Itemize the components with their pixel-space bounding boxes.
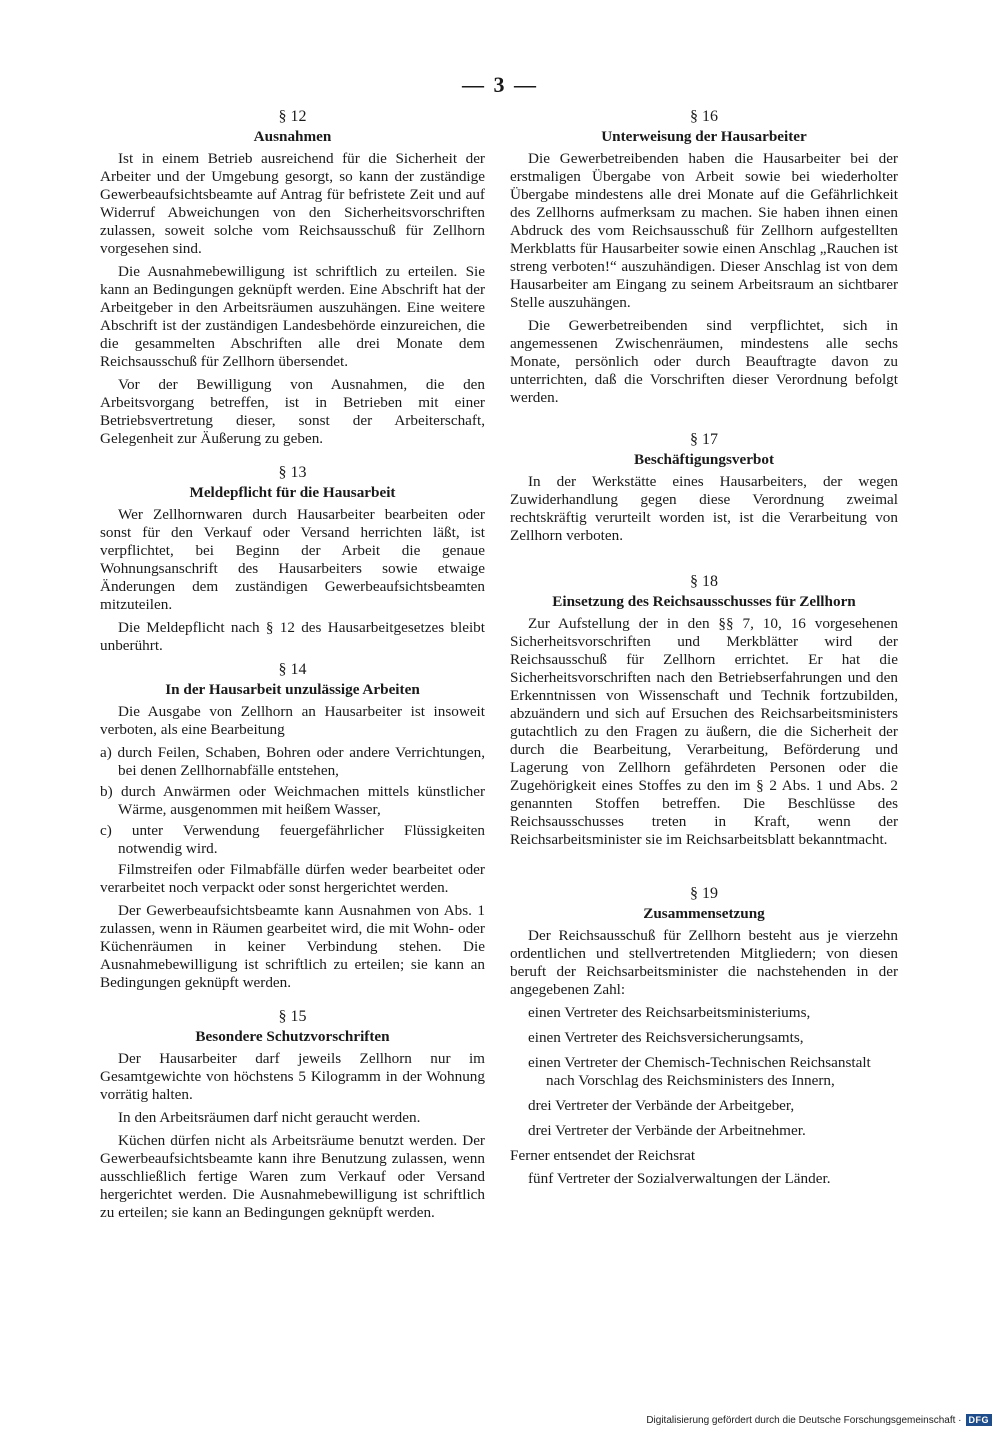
paragraph: Der Gewerbeaufsichtsbeamte kann Ausnahmen von Abs. 1 zulassen, wenn in Räumen gearbeitet wird, die mit Wohn- oder Küchenräumen in keiner Verbindung stehen. Die Ausnahmebewilligung ist schriftlich zu erteilen; sie kann an Bedingungen geknüpft werden. xyxy=(100,902,485,991)
paragraph: Die Gewerbetreibenden sind verpflichtet, sich in angemessenen Zwischenräumen, mindestens alle sechs Monate, persönlich oder durch Beauftragte davon zu unterrichten, daß die Vorschriften dieser Verordnung befolgt werden. xyxy=(510,317,898,406)
member-item: einen Vertreter des Reichsarbeitsministeriums, xyxy=(528,1004,811,1021)
paragraph: Ist in einem Betrieb ausreichend für die Sicherheit der Arbeiter und der Umgebung gesorgt, so kann der zuständige Gewerbeaufsichtsbeamte auf Antrag für befristete Zeit und auf Widerruf Abweichungen von den Sicherheitsvorschriften zulassen, soweit solche vom Reichsausschuß für Zellhorn vorgesehen sind. xyxy=(100,150,485,257)
page-number: — 3 — xyxy=(462,72,538,97)
paragraph: Vor der Bewilligung von Ausnahmen, die den Arbeitsvorgang betreffen, ist in Betrieben mit einer Betriebsvertretung dieser, sonst der Arbeiterschaft, Gelegenheit zur Äußerung zu geben. xyxy=(100,376,485,447)
section-19 xyxy=(510,885,898,1188)
member-item: einen Vertreter der Chemisch-Technischen Reichsanstalt nach Vorschlag des Reichsministers des Innern, xyxy=(528,1054,871,1089)
paragraph: Zur Aufstellung der in den §§ 7, 10, 16 vorgesehenen Sicherheitsvorschriften und Merkblätter wird der Reichsausschuß für Zellhorn errichtet. Er hat die Sicherheitsvorschriften nach den Betriebserfahrungen und den Erkenntnissen von Wissenschaft und Technik fortzubilden, abzuändern und sich auf Ersuchen des Reichsarbeitsministers gutachtlich zu den Fragen zu äußern, die die Sicherheit der durch die Bearbeitung, Verarbeitung, Beförderung und Lagerung von Zellhorn gefährdeten Personen oder die Zugehörigkeit eines Stoffes zu den im § 2 Abs. 1 und Abs. 2 genannten Stoffen betreffen. Die Beschlüsse des Reichsausschusses treten in Kraft, wenn der Reichsarbeitsminister sie im Reichsarbeitsblatt bekanntmacht. xyxy=(510,615,898,848)
section-title: Zusammensetzung xyxy=(643,905,765,922)
left-column xyxy=(100,108,485,1236)
section-number: § 16 xyxy=(690,108,718,125)
paragraph: Wer Zellhornwaren durch Hausarbeiter bearbeiten oder sonst für den Verkauf oder Versand herrichten läßt, ist verpflichtet, bei Beginn der Arbeit die genaue Wohnungsanschrift des Hausarbeiters sowie etwaige Änderungen dem zuständigen Gewerbeaufsichtsbeamten mitzuteilen. xyxy=(100,506,485,613)
section-number: § 14 xyxy=(278,661,307,678)
section-title: Beschäftigungsverbot xyxy=(633,451,775,468)
paragraph: In der Werkstätte eines Hausarbeiters, der wegen Zuwiderhandlung gegen diese Verordnung zweimal rechtskräftig verurteilt worden ist, ist die Verarbeitung von Zellhorn verboten. xyxy=(510,473,898,544)
member-item: einen Vertreter des Reichsversicherungsamts, xyxy=(528,1029,804,1046)
member-item: drei Vertreter der Verbände der Arbeitgeber, xyxy=(528,1097,795,1114)
section-15 xyxy=(100,1008,485,1222)
dfg-logo: DFG xyxy=(966,1414,993,1426)
section-16 xyxy=(510,108,898,407)
section-number: § 12 xyxy=(278,108,307,125)
section-number: § 18 xyxy=(690,573,718,590)
section-title: Einsetzung des Reichsausschusses für Zellhorn xyxy=(552,593,856,610)
list-item: c) unter Verwendung feuergefährlicher Flüssigkeiten notwendig wird. xyxy=(100,822,485,857)
section-number: § 13 xyxy=(278,464,307,481)
section-title: Meldepflicht für die Hausarbeit xyxy=(189,484,396,501)
section-number: § 19 xyxy=(690,885,718,902)
section-12 xyxy=(100,108,485,448)
section-title: In der Hausarbeit unzulässige Arbeiten xyxy=(165,681,420,698)
section-17 xyxy=(510,431,898,545)
paragraph: Der Reichsausschuß für Zellhorn besteht aus je vierzehn ordentlichen und stellvertretenden Mitgliedern; von diesen beruft der Reichsarbeitsminister die nachstehenden in der angegebenen Zahl: xyxy=(510,927,898,998)
footer xyxy=(646,1414,992,1426)
footer-text: Digitalisierung gefördert durch die Deutsche Forschungsgemeinschaft · xyxy=(646,1414,962,1426)
paragraph: Ferner entsendet der Reichsrat xyxy=(510,1147,696,1164)
paragraph: Die Ausnahmebewilligung ist schriftlich zu erteilen. Sie kann an Bedingungen geknüpft werden. Eine Abschrift hat der Arbeitgeber in den Arbeitsräumen auszuhängen. Eine weitere Abschrift ist der zuständigen Landesbehörde einzureichen, die die gesammelten Abschriften alle drei Monate dem Reichsausschuß für Zellhorn übersendet. xyxy=(100,263,485,370)
section-18 xyxy=(510,573,898,849)
paragraph: Filmstreifen oder Filmabfälle dürfen weder bearbeitet oder verarbeitet noch verpackt oder sonst hergerichtet werden. xyxy=(100,861,485,896)
list-item: a) durch Feilen, Schaben, Bohren oder andere Verrichtungen, bei denen Zellhornabfälle entstehen, xyxy=(100,744,485,779)
section-number: § 17 xyxy=(690,431,718,448)
paragraph: Die Meldepflicht nach § 12 des Hausarbeitgesetzes bleibt unberührt. xyxy=(100,619,485,654)
section-title: Ausnahmen xyxy=(253,128,332,145)
section-title: Unterweisung der Hausarbeiter xyxy=(601,128,807,145)
section-14 xyxy=(100,661,485,992)
list-item: b) durch Anwärmen oder Weichmachen mittels künstlicher Wärme, ausgenommen mit heißem Wasser, xyxy=(100,783,485,818)
paragraph: In den Arbeitsräumen darf nicht geraucht werden. xyxy=(118,1109,421,1126)
paragraph: Die Gewerbetreibenden haben die Hausarbeiter bei der erstmaligen Übergabe von Arbeit sowie bei wiederholter Übergabe mindestens alle drei Monate auf die Gefährlichkeit des Zellhorns aufmerksam zu machen. Sie haben ihnen einen Abdruck des vom Reichsausschuß für Zellhorn aufgestellten Merkblatts für Hausarbeiter sowie einen Anschlag „Rauchen ist streng verboten!“ auszuhändigen. Dieser Anschlag ist von dem Hausarbeiter am Eingang zu seinem Arbeitsraum an sichtbarer Stelle auszuhängen. xyxy=(510,150,898,311)
section-13 xyxy=(100,464,485,655)
member-item: drei Vertreter der Verbände der Arbeitnehmer. xyxy=(528,1122,806,1139)
section-number: § 15 xyxy=(278,1008,307,1025)
right-column xyxy=(510,108,898,1202)
paragraph: Küchen dürfen nicht als Arbeitsräume benutzt werden. Der Gewerbeaufsichtsbeamte kann ihre Benutzung zulassen, wenn ausschließlich fertige Waren zum Verkauf oder Versand hergerichtet werden. Die Ausnahmebewilligung ist schriftlich zu erteilen; sie kann an Bedingungen geknüpft werden. xyxy=(100,1132,485,1221)
section-title: Besondere Schutzvorschriften xyxy=(195,1028,390,1045)
paragraph: Die Ausgabe von Zellhorn an Hausarbeiter ist insoweit verboten, als eine Bearbeitung xyxy=(100,703,485,738)
paragraph: Der Hausarbeiter darf jeweils Zellhorn nur im Gesamtgewichte von höchstens 5 Kilogramm in der Wohnung vorrätig halten. xyxy=(100,1050,485,1103)
member-item: fünf Vertreter der Sozialverwaltungen der Länder. xyxy=(528,1170,831,1187)
